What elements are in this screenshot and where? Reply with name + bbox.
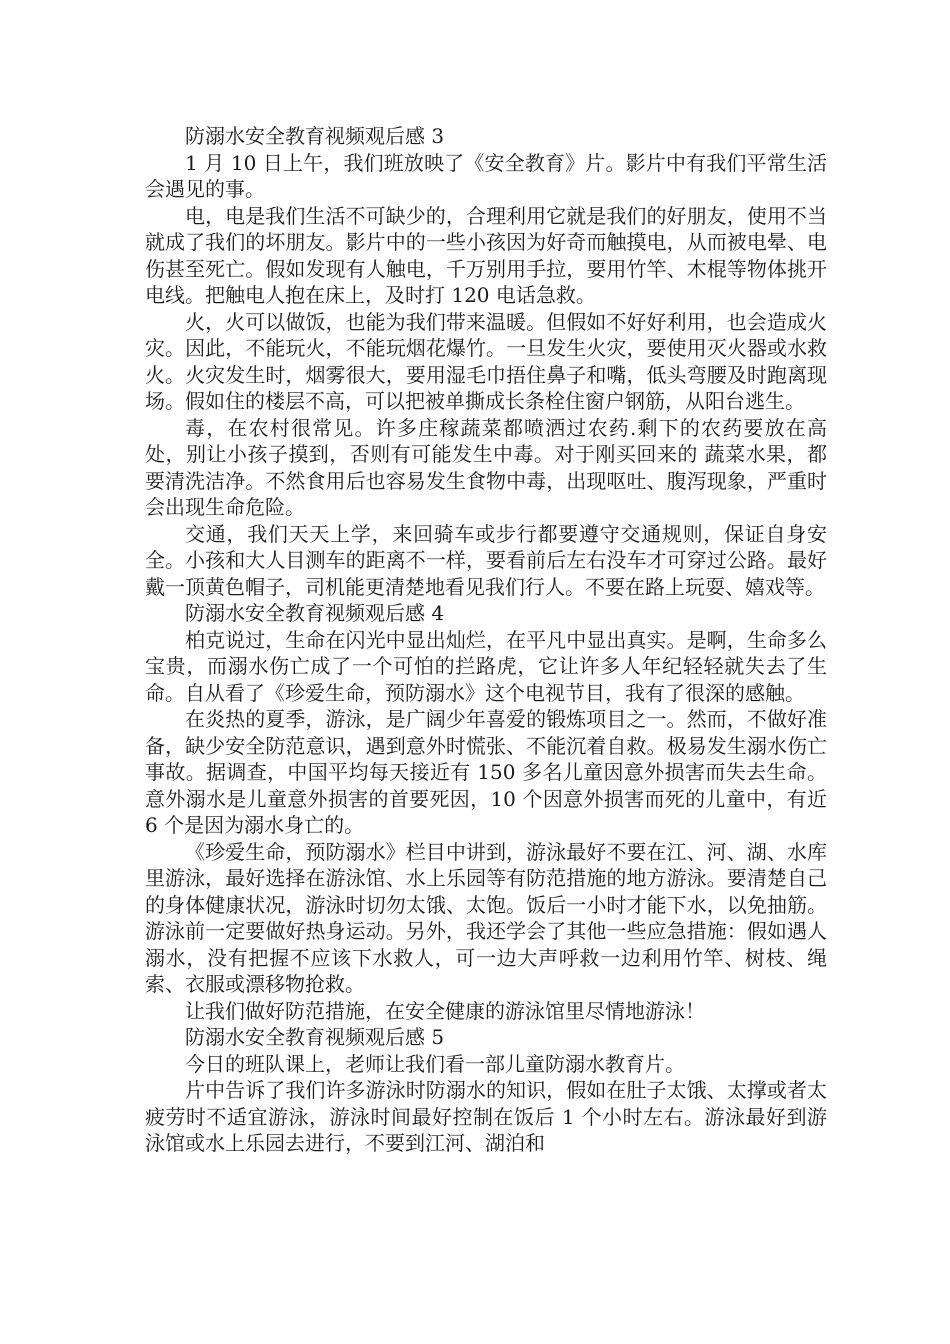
section-heading: 防溺水安全教育视频观后感 5: [185, 1025, 445, 1049]
paragraph: 毒，在农村很常见。许多庄稼蔬菜都喷洒过农药.剩下的农药要放在高处，别让小孩子摸到，否则有可能发生中毒。对于刚买回来的 蔬菜水果，都要清洗洁净。不然食用后也容易发生食物中毒，出现呕吐、腹泻现象，严重时会出现生命危险。: [145, 415, 827, 519]
paragraph: 《珍爱生命，预防溺水》栏目中讲到，游泳最好不要在江、河、湖、水库里游泳，最好选择在游泳馆、水上乐园等有防范措施的地方游泳。要清楚自己的身体健康状况，游泳时切勿太饿、太饱。饭后一小时才能下水，以免抽筋。游泳前一定要做好热身运动。另外，我还学会了其他一些应急措施：假如遇人溺水，没有把握不应该下水救人，可一边大声呼救一边利用竹竿、树枝、绳索、衣服或漂移物抢救。: [145, 839, 827, 996]
paragraph: 交通，我们天天上学，来回骑车或步行都要遵守交通规则，保证自身安全。小孩和大人目测车的距离不一样，要看前后左右没车才可穿过公路。最好戴一顶黄色帽子，司机能更清楚地看见我们行人。不要在路上玩耍、嬉戏等。: [145, 521, 827, 599]
section-heading: 防溺水安全教育视频观后感 3: [185, 124, 445, 148]
paragraph: 1 月 10 日上午，我们班放映了《安全教育》片。影片中有我们平常生活会遇见的事。: [145, 150, 827, 201]
paragraph: 片中告诉了我们许多游泳时防溺水的知识，假如在肚子太饿、太撑或者太疲劳时不适宜游泳，游泳时间最好控制在饭后 1 个小时左右。游泳最好到游泳馆或水上乐园去进行，不要到江河、湖泊和: [145, 1078, 827, 1155]
paragraph: 电，电是我们生活不可缺少的，合理利用它就是我们的好朋友，使用不当就成了我们的坏朋友。影片中的一些小孩因为好奇而触摸电，从而被电晕、电伤甚至死亡。假如发现有人触电，千万别用手拉，要用竹竿、木棍等物体挑开电线。把触电人抱在床上，及时打 120 电话急救。: [145, 203, 827, 307]
paragraph: 火，火可以做饭，也能为我们带来温暖。但假如不好好利用，也会造成火灾。因此，不能玩火，不能玩烟花爆竹。一旦发生火灾，要使用灭火器或水救火。火灾发生时，烟雾很大，要用湿毛巾捂住鼻子和嘴，低头弯腰及时跑离现场。假如住的楼层不高，可以把被单撕成长条栓住窗户钢筋，从阳台逃生。: [145, 309, 827, 413]
paragraph: 在炎热的夏季，游泳，是广阔少年喜爱的锻炼项目之一。然而，不做好准备，缺少安全防范意识，遇到意外时慌张、不能沉着自救。极易发生溺水伤亡事故。据调查，中国平均每天接近有 150 多名儿童因意外损害而失去生命。意外溺水是儿童意外损害的首要死因，10 个因意外损害而死的儿童中，有近 6 个是因为溺水身亡的。: [145, 707, 827, 837]
paragraph: 柏克说过，生命在闪光中显出灿烂，在平凡中显出真实。是啊，生命多么宝贵，而溺水伤亡成了一个可怕的拦路虎，它让许多人年纪轻轻就失去了生命。自从看了《珍爱生命，预防溺水》这个电视节目，我有了很深的感触。: [145, 627, 827, 705]
section-heading: 防溺水安全教育视频观后感 4: [185, 601, 445, 625]
paragraph: 今日的班队课上，老师让我们看一部儿童防溺水教育片。: [185, 1051, 685, 1076]
paragraph: 让我们做好防范措施，在安全健康的游泳馆里尽情地游泳！: [185, 998, 705, 1023]
document-body: [145, 123, 827, 1157]
